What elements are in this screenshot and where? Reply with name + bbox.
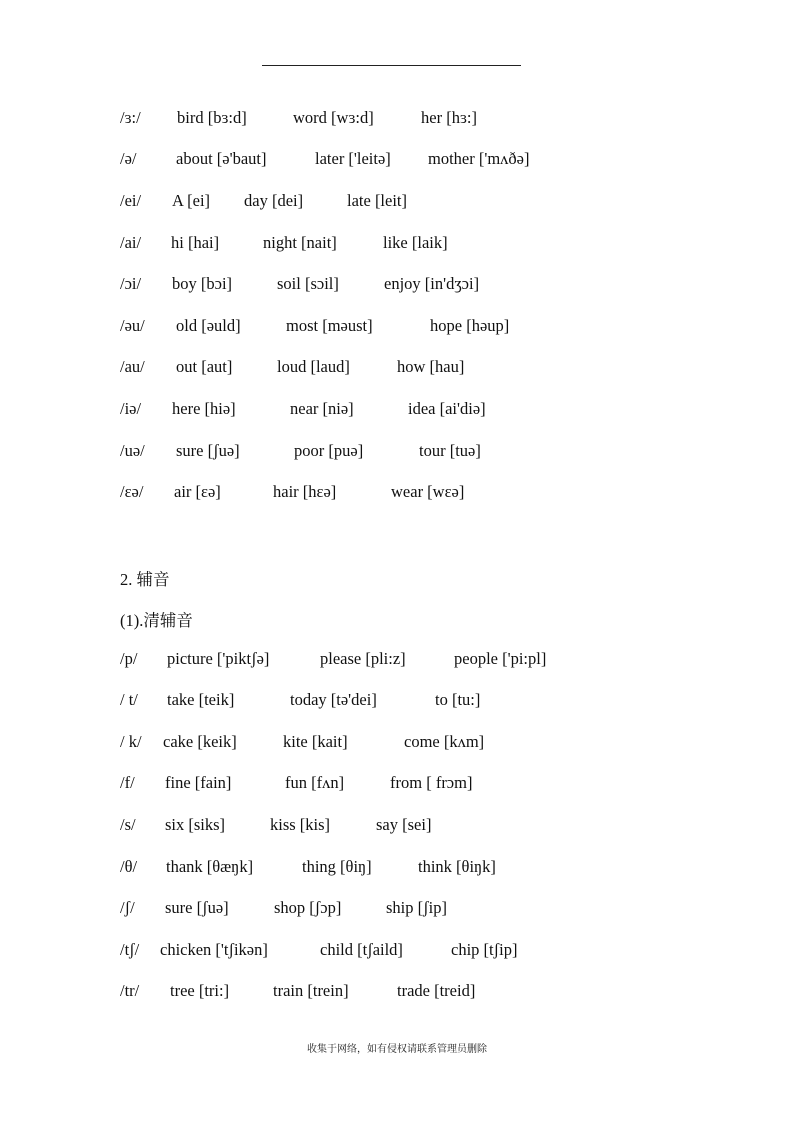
example-word: night [nait] <box>263 233 337 252</box>
example-word: picture ['piktʃə] <box>167 649 270 668</box>
phonetic-symbol: /εə/ <box>120 482 144 501</box>
example-word: take [teik] <box>167 690 235 709</box>
example-word: boy [bɔi] <box>172 274 233 293</box>
example-word: sure [ʃuə] <box>176 441 240 460</box>
consonant-row <box>0 732 794 756</box>
consonant-row <box>0 773 794 797</box>
footer-disclaimer: 收集于网络，如有侵权请联系管理员删除 <box>307 1044 487 1055</box>
example-word: how [hau] <box>397 357 465 376</box>
example-word: sure [ʃuə] <box>165 898 229 917</box>
header-rule <box>262 65 521 66</box>
example-word: fine [fain] <box>165 773 232 792</box>
example-word: child [tʃaild] <box>320 940 403 959</box>
example-word: chicken ['tʃikən] <box>160 940 268 959</box>
example-word: mother ['mʌðə] <box>428 149 530 168</box>
example-word: hope [həup] <box>430 316 510 335</box>
example-word: like [laik] <box>383 233 448 252</box>
example-word: thing [θiŋ] <box>302 857 372 876</box>
phonetic-symbol: /əu/ <box>120 316 145 335</box>
phonetic-symbol: /ɜ:/ <box>120 108 141 127</box>
vowel-row <box>0 316 794 340</box>
example-word: enjoy [in'dʒɔi] <box>384 274 480 293</box>
example-word: near [niə] <box>290 399 354 418</box>
example-word: thank [θæŋk] <box>166 857 254 876</box>
example-word: think [θiŋk] <box>418 857 496 876</box>
example-word: idea [ai'diə] <box>408 399 486 418</box>
phonetic-symbol: /θ/ <box>120 857 138 876</box>
phonetic-symbol: /uə/ <box>120 441 145 460</box>
phonetic-symbol: /ʃ/ <box>120 898 135 917</box>
consonant-row <box>0 940 794 964</box>
example-word: most [məust] <box>286 316 373 335</box>
example-word: people ['pi:pl] <box>454 649 547 668</box>
consonant-row <box>0 649 794 673</box>
phonetic-symbol: /au/ <box>120 357 145 376</box>
consonant-row <box>0 815 794 839</box>
example-word: late [leit] <box>347 191 408 210</box>
vowel-row <box>0 108 794 132</box>
phonetic-symbol: / k/ <box>120 732 142 751</box>
example-word: cake [keik] <box>163 732 237 751</box>
vowel-row <box>0 482 794 506</box>
phonetic-symbol: /s/ <box>120 815 136 834</box>
example-word: her [hɜ:] <box>421 108 477 127</box>
consonant-row <box>0 857 794 881</box>
phonetic-symbol: /ɔi/ <box>120 274 142 293</box>
section-heading: 2. 辅音 <box>120 570 170 589</box>
example-word: from [ frɔm] <box>390 773 473 792</box>
example-word: later ['leitə] <box>315 149 391 168</box>
example-word: loud [laud] <box>277 357 350 376</box>
example-word: soil [sɔil] <box>277 274 339 293</box>
vowel-row <box>0 399 794 423</box>
example-word: bird [bɜ:d] <box>177 108 247 127</box>
phonetic-symbol: /tr/ <box>120 981 140 1000</box>
subsection-heading: (1).清辅音 <box>120 611 193 630</box>
example-word: please [pli:z] <box>320 649 406 668</box>
example-word: come [kʌm] <box>404 732 485 751</box>
vowel-row <box>0 441 794 465</box>
example-word: trade [treid] <box>397 981 476 1000</box>
phonetic-symbol: /ə/ <box>120 149 137 168</box>
example-word: day [dei] <box>244 191 304 210</box>
vowel-row <box>0 191 794 215</box>
example-word: here [hiə] <box>172 399 236 418</box>
example-word: today [tə'dei] <box>290 690 377 709</box>
phonetic-symbol: / t/ <box>120 690 138 709</box>
phonetic-symbol: /p/ <box>120 649 138 668</box>
vowel-row <box>0 274 794 298</box>
example-word: fun [fʌn] <box>285 773 345 792</box>
example-word: train [trein] <box>273 981 349 1000</box>
vowel-row <box>0 233 794 257</box>
example-word: air [εə] <box>174 482 221 501</box>
phonetic-symbol: /ai/ <box>120 233 142 252</box>
example-word: A [ei] <box>172 191 211 210</box>
example-word: shop [ʃɔp] <box>274 898 342 917</box>
phonetic-symbol: /ei/ <box>120 191 142 210</box>
example-word: wear [wεə] <box>391 482 465 501</box>
example-word: kite [kait] <box>283 732 348 751</box>
phonetic-symbol: /iə/ <box>120 399 142 418</box>
example-word: about [ə'baut] <box>176 149 267 168</box>
example-word: out [aut] <box>176 357 233 376</box>
example-word: to [tu:] <box>435 690 481 709</box>
example-word: chip [tʃip] <box>451 940 518 959</box>
example-word: old [əuld] <box>176 316 241 335</box>
example-word: tree [tri:] <box>170 981 230 1000</box>
example-word: tour [tuə] <box>419 441 481 460</box>
consonant-row <box>0 898 794 922</box>
example-word: poor [puə] <box>294 441 364 460</box>
example-word: kiss [kis] <box>270 815 331 834</box>
example-word: hair [hεə] <box>273 482 337 501</box>
example-word: hi [hai] <box>171 233 220 252</box>
consonant-row <box>0 690 794 714</box>
vowel-row <box>0 149 794 173</box>
example-word: six [siks] <box>165 815 226 834</box>
phonetic-symbol: /tʃ/ <box>120 940 140 959</box>
example-word: ship [ʃip] <box>386 898 447 917</box>
consonant-row <box>0 981 794 1005</box>
phonetic-symbol: /f/ <box>120 773 135 792</box>
example-word: say [sei] <box>376 815 432 834</box>
vowel-row <box>0 357 794 381</box>
example-word: word [wɜ:d] <box>293 108 374 127</box>
